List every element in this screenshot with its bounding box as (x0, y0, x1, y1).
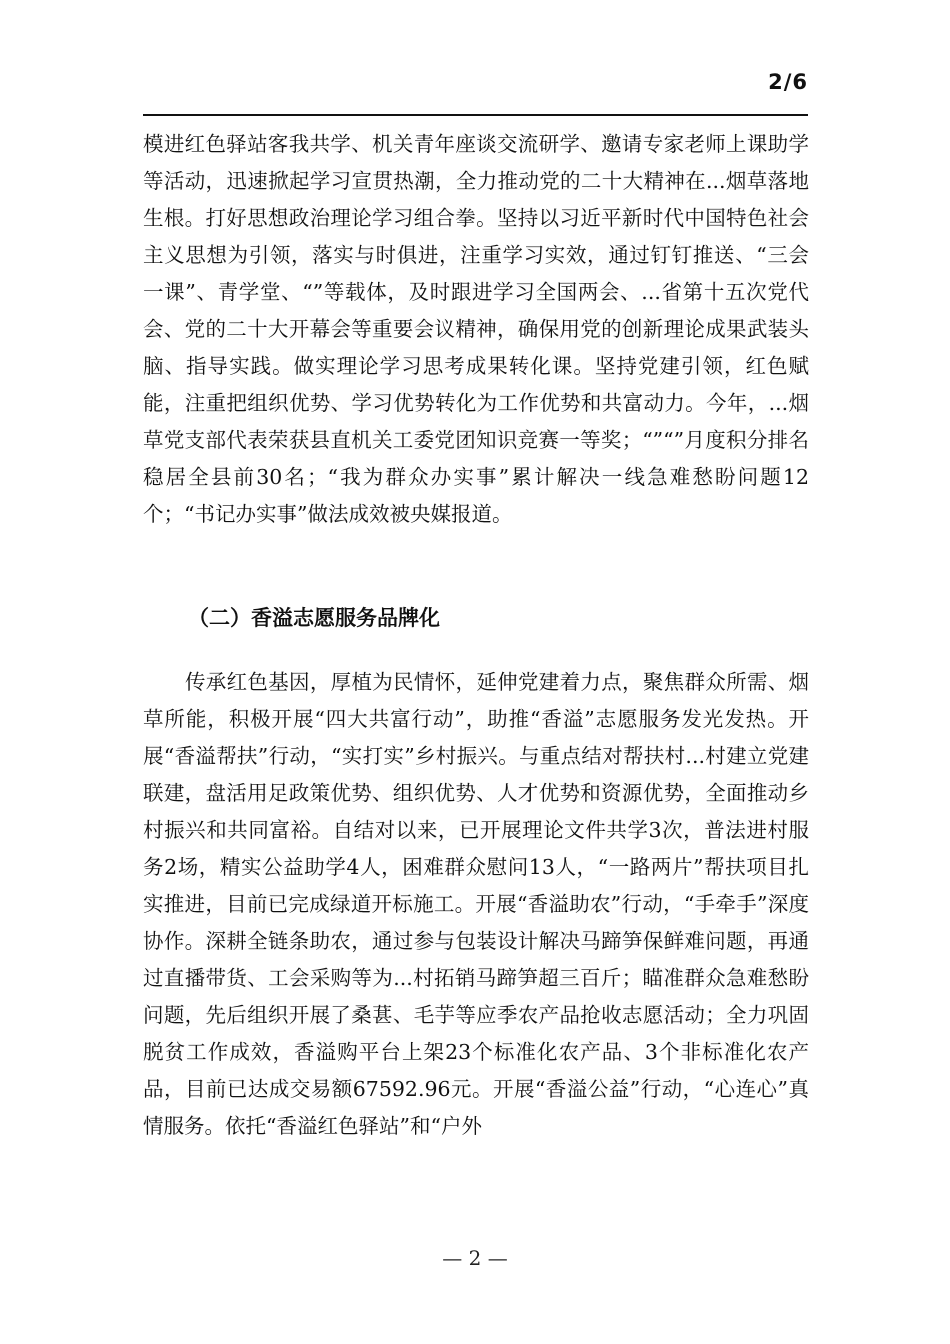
page-counter: 2/6 (768, 70, 808, 94)
page-number-footer: — 2 — (442, 1246, 508, 1270)
body-paragraph-1: 模进红色驿站客我共学、机关青年座谈交流研学、邀请专家老师上课助学等活动，迅速掀起学习宣贯热潮，全力推动党的二十大精神在...烟草落地生根。打好思想政治理论学习组合拳。坚持以习近平新时代中国特色社会主义思想为引领，落实与时俱进，注重学习实效，通过钉钉推送、“三会一课”、青学堂、“”等载体，及时跟进学习全国两会、...省第十五次党代会、党的二十大开幕会等重要会议精神，确保用党的创新理论成果武装头脑、指导实践。做实理论学习思考成果转化课。坚持党建引领，红色赋能，注重把组织优势、学习优势转化为工作优势和共富动力。今年，...烟草党支部代表荣获县直机关工委党团知识竞赛一等奖；“”“”月度积分排名稳居全县前30名；“我为群众办实事”累计解决一线急难愁盼问题12个；“书记办实事”做法成效被央媒报道。 (143, 132, 809, 526)
header-divider (143, 114, 808, 116)
body-paragraph-2: 传承红色基因，厚植为民情怀，延伸党建着力点，聚焦群众所需、烟草所能，积极开展“四大共富行动”，助推“香溢”志愿服务发光发热。开展“香溢帮扶”行动，“实打实”乡村振兴。与重点结对帮扶村...村建立党建联建，盘活用足政策优势、组织优势、人才优势和资源优势，全面推动乡村振兴和共同富裕。自结对以来，已开展理论文件共学3次，普法进村服务2场，精实公益助学4人，困难群众慰问13人，“一路两片”帮扶项目扎实推进，目前已完成绿道开标施工。开展“香溢助农”行动，“手牵手”深度协作。深耕全链条助农，通过参与包装设计解决马蹄笋保鲜难问题，再通过直播带货、工会采购等为...村拓销马蹄笋超三百斤；瞄准群众急难愁盼问题，先后组织开展了桑葚、毛芋等应季农产品抢收志愿活动；全力巩固脱贫工作成效，香溢购平台上架23个标准化农产品、3个非标准化农产品，目前已达成交易额67592.96元。开展“香溢公益”行动，“心连心”真情服务。依托“香溢红色驿站”和“户外 (143, 670, 809, 1138)
section-heading: （二）香溢志愿服务品牌化 (188, 606, 440, 630)
